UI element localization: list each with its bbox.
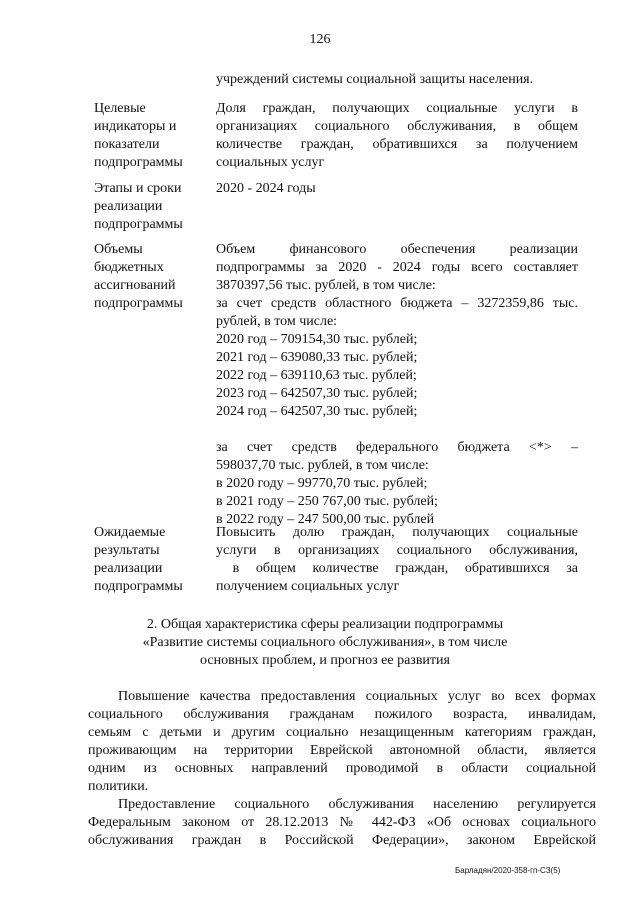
value-line: услуги в организациях социального обслуживания,: [216, 543, 578, 558]
value-spacer: [216, 421, 578, 439]
label-line: результаты: [94, 543, 160, 558]
value-line: 2022 год – 639110,63 тыс. рублей;: [216, 368, 417, 383]
value-line: за счет средств федерального бюджета <*> –: [216, 440, 578, 455]
label-line: ассигнований: [94, 278, 176, 293]
paragraph-line: Федеральным законом от 28.12.2013 № 442-ФЗ «Об основах социального: [88, 815, 596, 830]
value-line: в 2020 году – 99770,70 тыс. рублей;: [216, 476, 428, 491]
body-paragraph-2: [88, 796, 596, 850]
value-line: 2024 год – 642507,30 тыс. рублей;: [216, 404, 418, 419]
label-line: Целевые: [94, 101, 146, 116]
section-title-line: 2. Общая характеристика сферы реализации подпрограммы: [146, 617, 504, 632]
value-line: в общем количестве граждан, обратившихся за: [216, 561, 578, 576]
value-line: количестве граждан, обратившихся за получением: [216, 137, 578, 152]
label-line: реализации: [94, 561, 163, 576]
value-line: в 2022 году – 247 500,00 тыс. рублей: [216, 512, 435, 527]
value-line: Повысить долю граждан, получающих социальные: [216, 525, 578, 540]
section-title-line: основных проблем, и прогноз ее развития: [200, 653, 450, 668]
value-line: за счет средств областного бюджета – 3272359,86 тыс.: [216, 296, 578, 311]
value-line: социальных услуг: [216, 155, 325, 170]
page-number: 126: [309, 32, 331, 47]
paragraph-line: одним из основных направлений проводимой в области социальной: [88, 761, 596, 776]
paragraph-line: Повышение качества предоставления социальных услуг во всех формах: [118, 689, 596, 704]
label-line: Ожидаемые: [94, 525, 166, 540]
label-line: подпрограммы: [94, 217, 183, 232]
label-line: подпрограммы: [94, 155, 183, 170]
paragraph-line: семьям с детьми и другим социально незащищенным категориям граждан,: [88, 725, 596, 740]
value-line: 598037,70 тыс. рублей, в том числе:: [216, 458, 429, 473]
row-value: [216, 524, 578, 596]
paragraph-line: Предоставление социального обслуживания населению регулируется: [118, 797, 596, 812]
section-title-line: «Развитие системы социального обслуживания», в том числе: [142, 635, 508, 650]
label-line: показатели: [94, 137, 160, 152]
document-footer-code: Барладян/2020-358-гп-СЗ(5): [455, 866, 561, 875]
value-line: 2021 год – 639080,33 тыс. рублей;: [216, 350, 418, 365]
label-line: индикаторы и: [94, 119, 177, 134]
value-line: подпрограммы за 2020 - 2024 годы всего составляет: [216, 260, 578, 275]
paragraph-line: социального обслуживания гражданам пожилого возраста, инвалидам,: [88, 707, 596, 722]
paragraph-line: обслуживания граждан в Российской Федерации», законом Еврейской: [88, 833, 596, 848]
label-line: Этапы и сроки: [94, 181, 182, 196]
value-line: в 2021 году – 250 767,00 тыс. рублей;: [216, 494, 438, 509]
label-line: Объемы: [94, 242, 143, 257]
label-line: бюджетных: [94, 260, 164, 275]
value-line: 2020 - 2024 годы: [216, 181, 316, 196]
label-line: реализации: [94, 199, 163, 214]
continuation-text: учреждений системы социальной защиты населения.: [216, 72, 534, 87]
label-line: подпрограммы: [94, 296, 183, 311]
value-line: организациях социального обслуживания, в общем: [216, 119, 578, 134]
row-value: [216, 100, 578, 172]
row-label: [94, 180, 206, 234]
row-label: [94, 524, 206, 596]
paragraph-line: политики.: [88, 779, 149, 794]
row-label: [94, 100, 206, 172]
section-title: [100, 616, 550, 670]
row-value: [216, 241, 578, 529]
row-label: [94, 241, 206, 313]
paragraph-line: проживающим на территории Еврейской автономной области, является: [88, 743, 596, 758]
value-line: 2020 год – 709154,30 тыс. рублей;: [216, 332, 418, 347]
value-line: Доля граждан, получающих социальные услуги в: [216, 101, 578, 116]
value-line: получением социальных услуг: [216, 579, 400, 594]
body-paragraph-1: [88, 688, 596, 796]
label-line: подпрограммы: [94, 579, 183, 594]
value-line: 3870397,56 тыс. рублей, в том числе:: [216, 278, 436, 293]
value-line: рублей, в том числе:: [216, 314, 338, 329]
value-line: 2023 год – 642507,30 тыс. рублей;: [216, 386, 418, 401]
value-line: Объем финансового обеспечения реализации: [216, 242, 578, 257]
row-value: [216, 180, 578, 198]
